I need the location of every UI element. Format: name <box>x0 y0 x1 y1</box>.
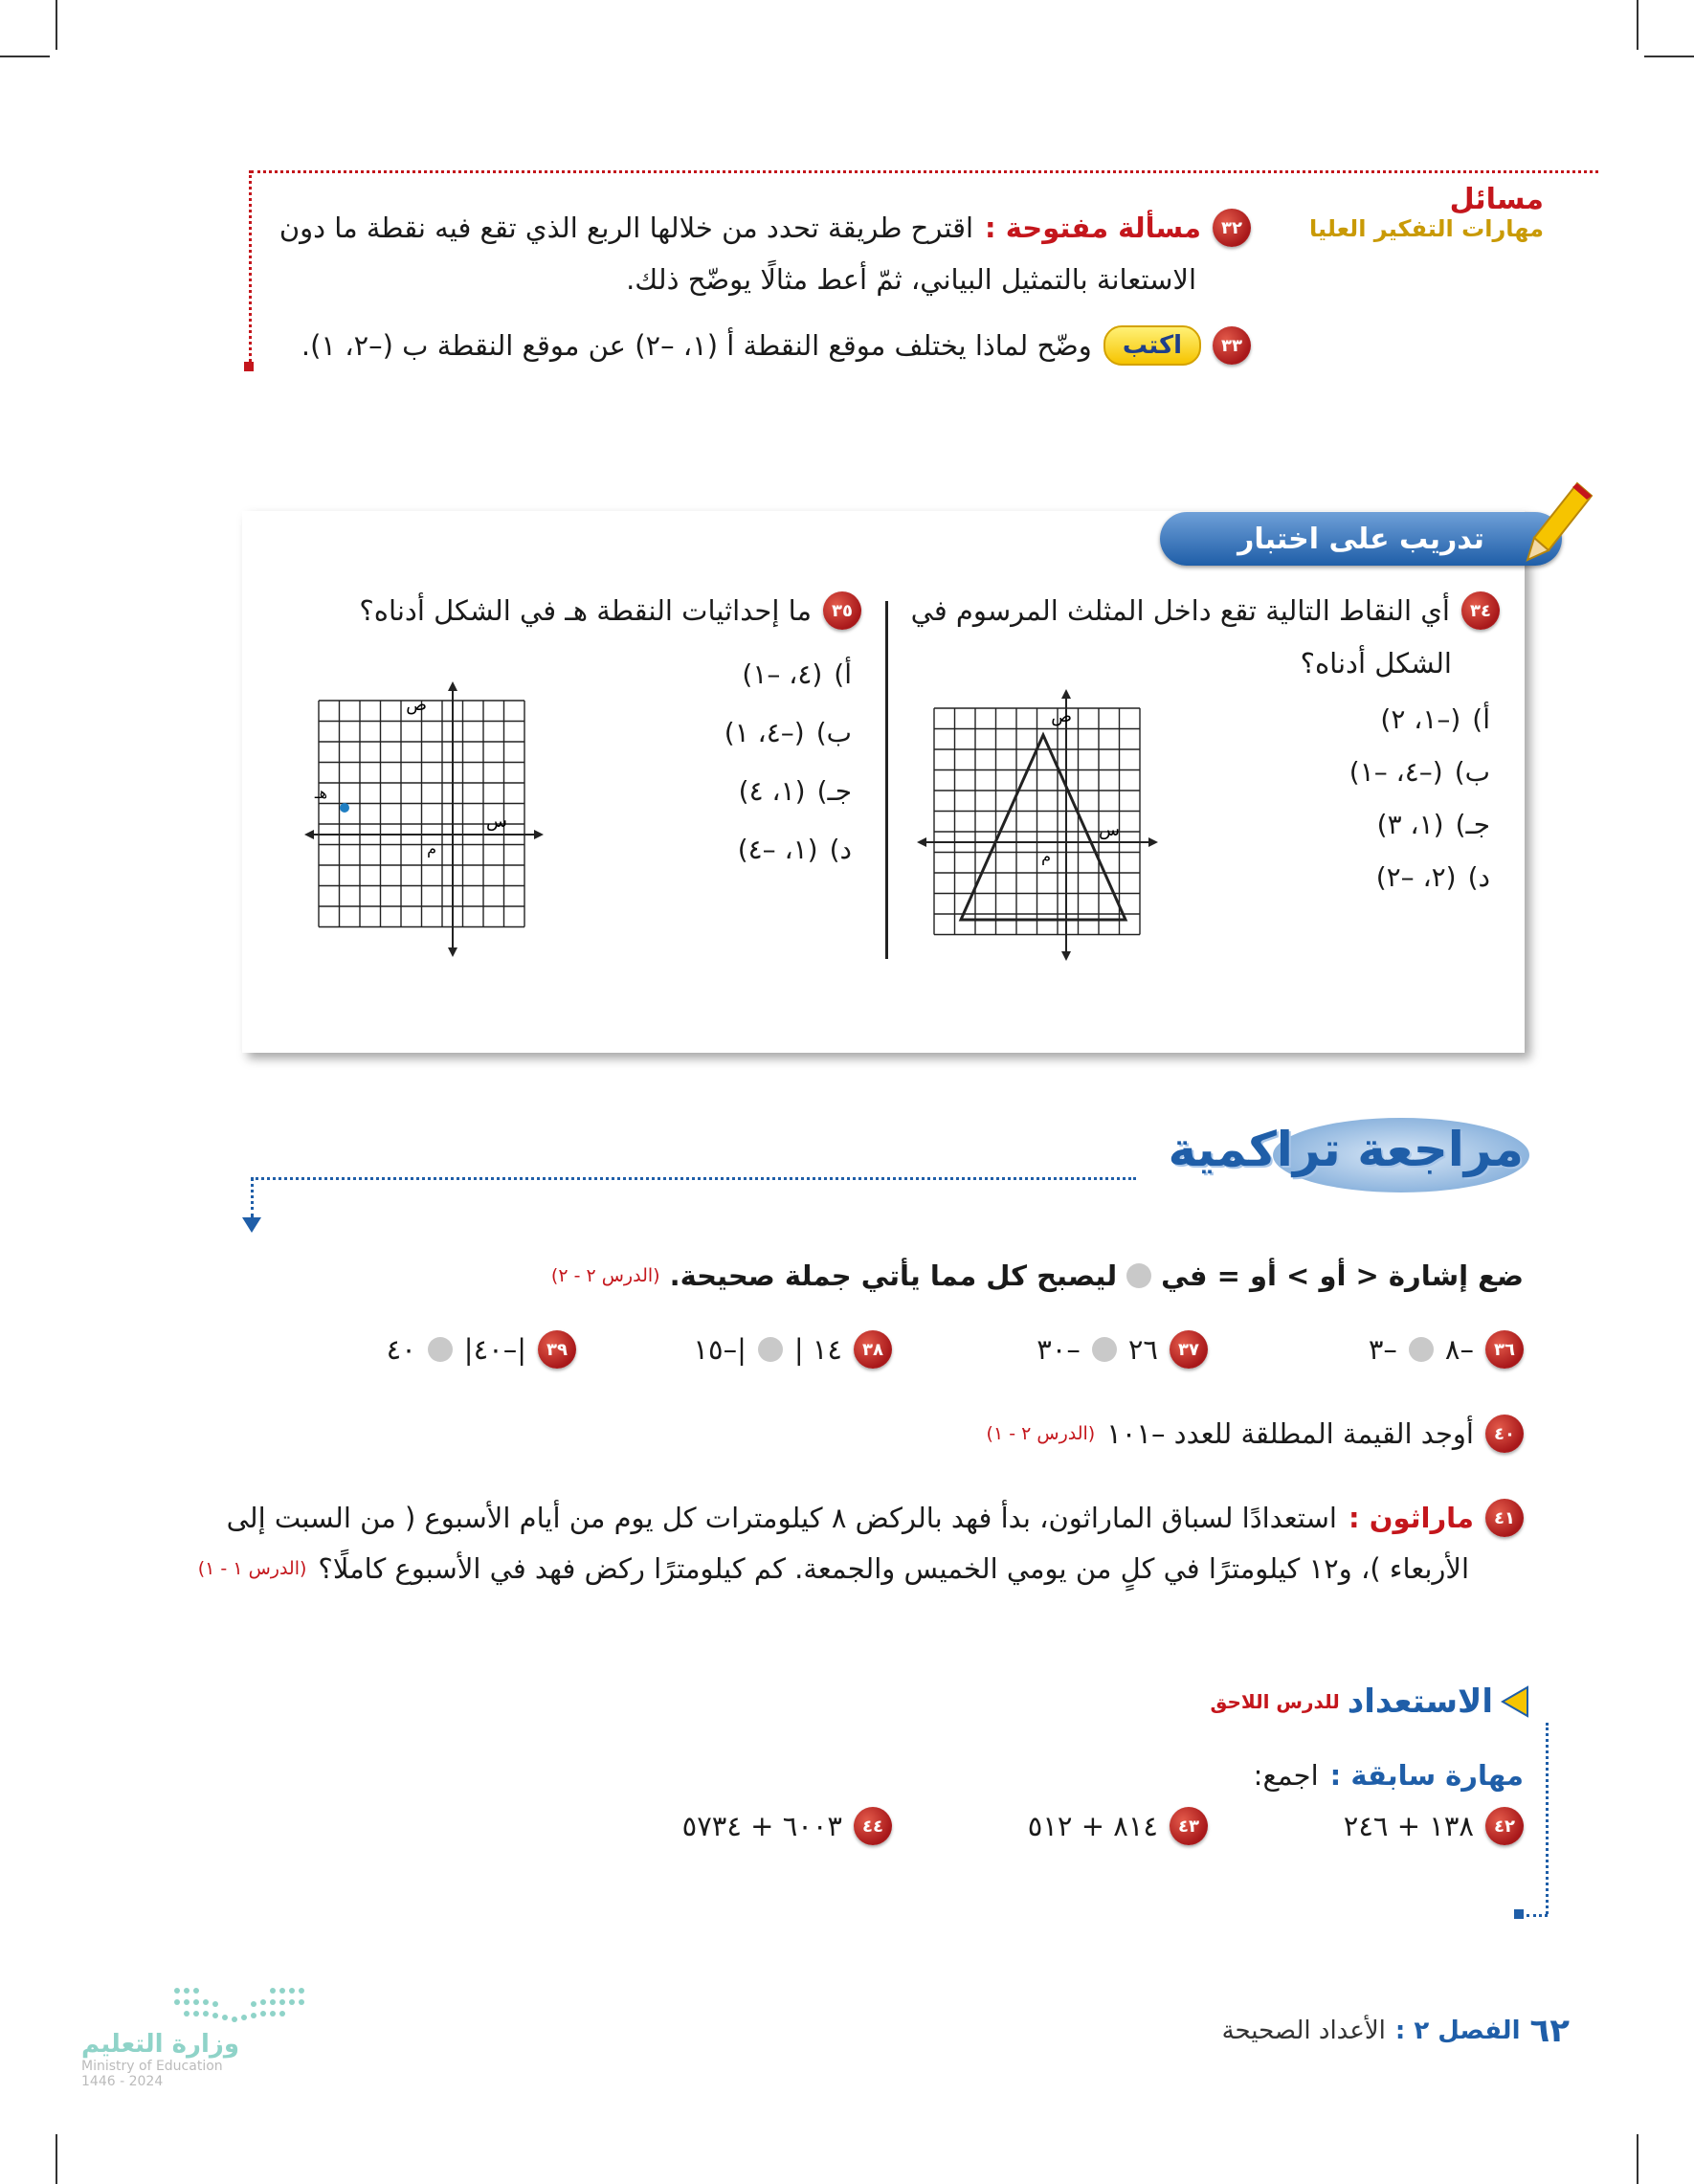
pencil-icon <box>1520 479 1596 565</box>
q34-y-axis-label: ص <box>1051 706 1072 726</box>
ministry-name-en: Ministry of Education <box>81 2059 223 2074</box>
q40-ref: (الدرس ٢ - ١) <box>986 1423 1096 1444</box>
review-item-38: ٣٨ ١٤ | |–١٥ <box>693 1330 892 1369</box>
q40-number: ٤٠ <box>1485 1415 1524 1453</box>
q34-line1 <box>911 591 1500 630</box>
crop-mark <box>56 0 57 50</box>
q34-graph <box>917 689 1166 962</box>
q41-text-line1: استعدادًا لسباق الماراثون، بدأ فهد بالركض ٨ كيلومترات كل يوم من أيام الأسبوع ( من السبت إلى <box>226 1501 1337 1534</box>
q34-text-line1: أي النقاط التالية تقع داخل المثلث المرسوم في <box>910 593 1450 627</box>
q34-option-a[interactable]: أ) (–١، ٢) <box>1380 703 1490 735</box>
review-item-39: ٣٩ |–٤٠| ٤٠ <box>387 1330 576 1369</box>
blank-circle-icon[interactable] <box>758 1337 783 1362</box>
q32-line1 <box>279 209 1251 247</box>
q35-x-axis-label: س <box>486 812 507 832</box>
review-item-36: ٣٦ –٨ –٣ <box>1369 1330 1524 1369</box>
blank-circle-icon[interactable] <box>428 1337 453 1362</box>
q35-axes <box>304 681 544 957</box>
q35-option-d[interactable]: د) (١، –٤) <box>737 834 852 865</box>
page-number: ٦٢ <box>1529 2012 1570 2050</box>
arrow-down-icon <box>241 1215 262 1235</box>
q35-option-b[interactable]: ب) (–٤، ١) <box>724 717 852 748</box>
prep-subtitle: للدرس اللاحق <box>1210 1690 1340 1713</box>
prep-header <box>1210 1683 1529 1721</box>
q33-text: وضّح لماذا يختلف موقع النقطة أ (١، –٢) عن موقع النقطة ب (–٢، ١). <box>301 328 1092 362</box>
border-end-square <box>1514 1909 1524 1919</box>
test-practice-banner: تدريب على اختبار <box>1160 512 1562 566</box>
footer-chapter <box>1222 2012 1570 2050</box>
review-instruction <box>551 1259 1524 1293</box>
review-title: مراجعة تراكمية <box>1168 1122 1524 1177</box>
q32-text-line2: الاستعانة بالتمثيل البياني، ثمّ أعط مثالًا يوضّح ذلك. <box>626 263 1196 296</box>
chapter-title: الأعداد الصحيحة <box>1221 2017 1386 2045</box>
q35-number: ٣٥ <box>823 591 861 630</box>
point-h-marker <box>340 803 349 813</box>
q34-option-d[interactable]: د) (٢، –٢) <box>1375 861 1490 893</box>
prep-item-44: ٤٤ ٦٠٠٣ + ٥٧٣٤ <box>682 1807 892 1845</box>
q41-number: ٤١ <box>1485 1499 1524 1537</box>
q34-number: ٣٤ <box>1461 591 1500 630</box>
q35-option-a[interactable]: أ) (٤، –١) <box>742 658 852 690</box>
q34-options <box>1349 703 1490 893</box>
q35-point-label: هـ <box>314 784 327 802</box>
q35-text: ما إحداثيات النقطة هـ في الشكل أدناه؟ <box>359 593 812 627</box>
q35-line <box>359 591 861 630</box>
q40-text: أوجد القيمة المطلقة للعدد –١٠١ <box>1106 1416 1474 1450</box>
border-end-square <box>244 362 254 371</box>
q35-graph <box>304 681 548 959</box>
ministry-logo <box>81 1983 311 2089</box>
q34-origin-label: م <box>1041 847 1051 865</box>
problems-subtitle: مهارات التفكير العليا <box>1309 215 1544 242</box>
prep-skill <box>1254 1759 1524 1793</box>
review-instruction-text: ضع إشارة < أو > أو = في <box>1161 1259 1524 1292</box>
review-item-37: ٣٧ ٢٦ –٣٠ <box>1036 1330 1208 1369</box>
prep-item-43: ٤٣ ٨١٤ + ٥١٢ <box>1028 1807 1208 1845</box>
prep-skill-text: اجمع: <box>1253 1759 1319 1792</box>
crop-mark <box>1644 56 1694 57</box>
q33-line <box>301 325 1251 366</box>
q41-line2 <box>198 1552 1469 1586</box>
review-instruction-tail: ليصبح كل مما يأتي جملة صحيحة. <box>669 1259 1118 1292</box>
write-badge: اكتب <box>1103 325 1201 366</box>
problems-border-top <box>251 170 1598 173</box>
prep-skill-label: مهارة سابقة : <box>1329 1759 1524 1792</box>
blank-circle-icon <box>1126 1263 1151 1288</box>
q41-label: ماراثون : <box>1349 1501 1474 1534</box>
q34-option-b[interactable]: ب) (–٤، –١) <box>1349 756 1490 788</box>
ministry-name-ar: وزارة التعليم <box>81 2030 239 2059</box>
problems-header <box>1309 184 1544 242</box>
ministry-dots-icon <box>167 1983 311 2026</box>
review-border-left <box>251 1177 254 1217</box>
q34-x-axis-label: س <box>1099 820 1120 840</box>
blank-circle-icon[interactable] <box>1092 1337 1117 1362</box>
q41-line1 <box>227 1499 1524 1537</box>
prep-item-42: ٤٢ ١٣٨ + ٢٤٦ <box>1344 1807 1524 1845</box>
q32-label: مسألة مفتوحة : <box>985 211 1201 244</box>
problems-border-left <box>249 170 252 362</box>
q32-text-line1: اقترح طريقة تحدد من خلالها الربع الذي تقع فيه نقطة ما دون <box>279 211 974 244</box>
q40-line <box>987 1415 1524 1453</box>
chapter-label: الفصل ٢ : <box>1394 2017 1521 2045</box>
problems-title: مسائل <box>1449 183 1544 216</box>
prep-border-right <box>1546 1723 1549 1914</box>
q41-ref: (الدرس ١ - ١) <box>197 1558 307 1580</box>
q35-origin-label: م <box>427 839 436 858</box>
review-instruction-ref: (الدرس ٢ - ٢) <box>550 1265 660 1287</box>
crop-mark <box>1637 2134 1638 2184</box>
panel-divider <box>885 601 888 959</box>
q33-number: ٣٣ <box>1213 326 1251 365</box>
q41-text-line2: الأربعاء )، و١٢ كيلومترًا في كلٍ من يومي الخميس والجمعة. كم كيلومترًا ركض فهد في الأسبوع كاملًا؟ <box>318 1552 1469 1585</box>
q35-options <box>724 658 852 865</box>
review-border-top <box>251 1177 1136 1180</box>
blank-circle-icon[interactable] <box>1409 1337 1434 1362</box>
q35-option-c[interactable]: جـ) (١، ٤) <box>738 775 852 807</box>
q34-text-line2: الشكل أدناه؟ <box>1300 647 1452 680</box>
crop-mark <box>0 56 50 57</box>
q35-y-axis-label: ص <box>406 695 427 715</box>
crop-mark <box>1637 0 1638 50</box>
prep-title: الاستعداد <box>1347 1683 1493 1721</box>
triangle-marker-icon <box>1501 1685 1529 1718</box>
prep-border-bottom <box>1527 1914 1548 1917</box>
ministry-year: 2024 - 1446 <box>81 2074 164 2089</box>
q32-number: ٣٢ <box>1213 209 1251 247</box>
crop-mark <box>56 2134 57 2184</box>
q34-option-c[interactable]: جـ) (١، ٣) <box>1376 809 1490 840</box>
